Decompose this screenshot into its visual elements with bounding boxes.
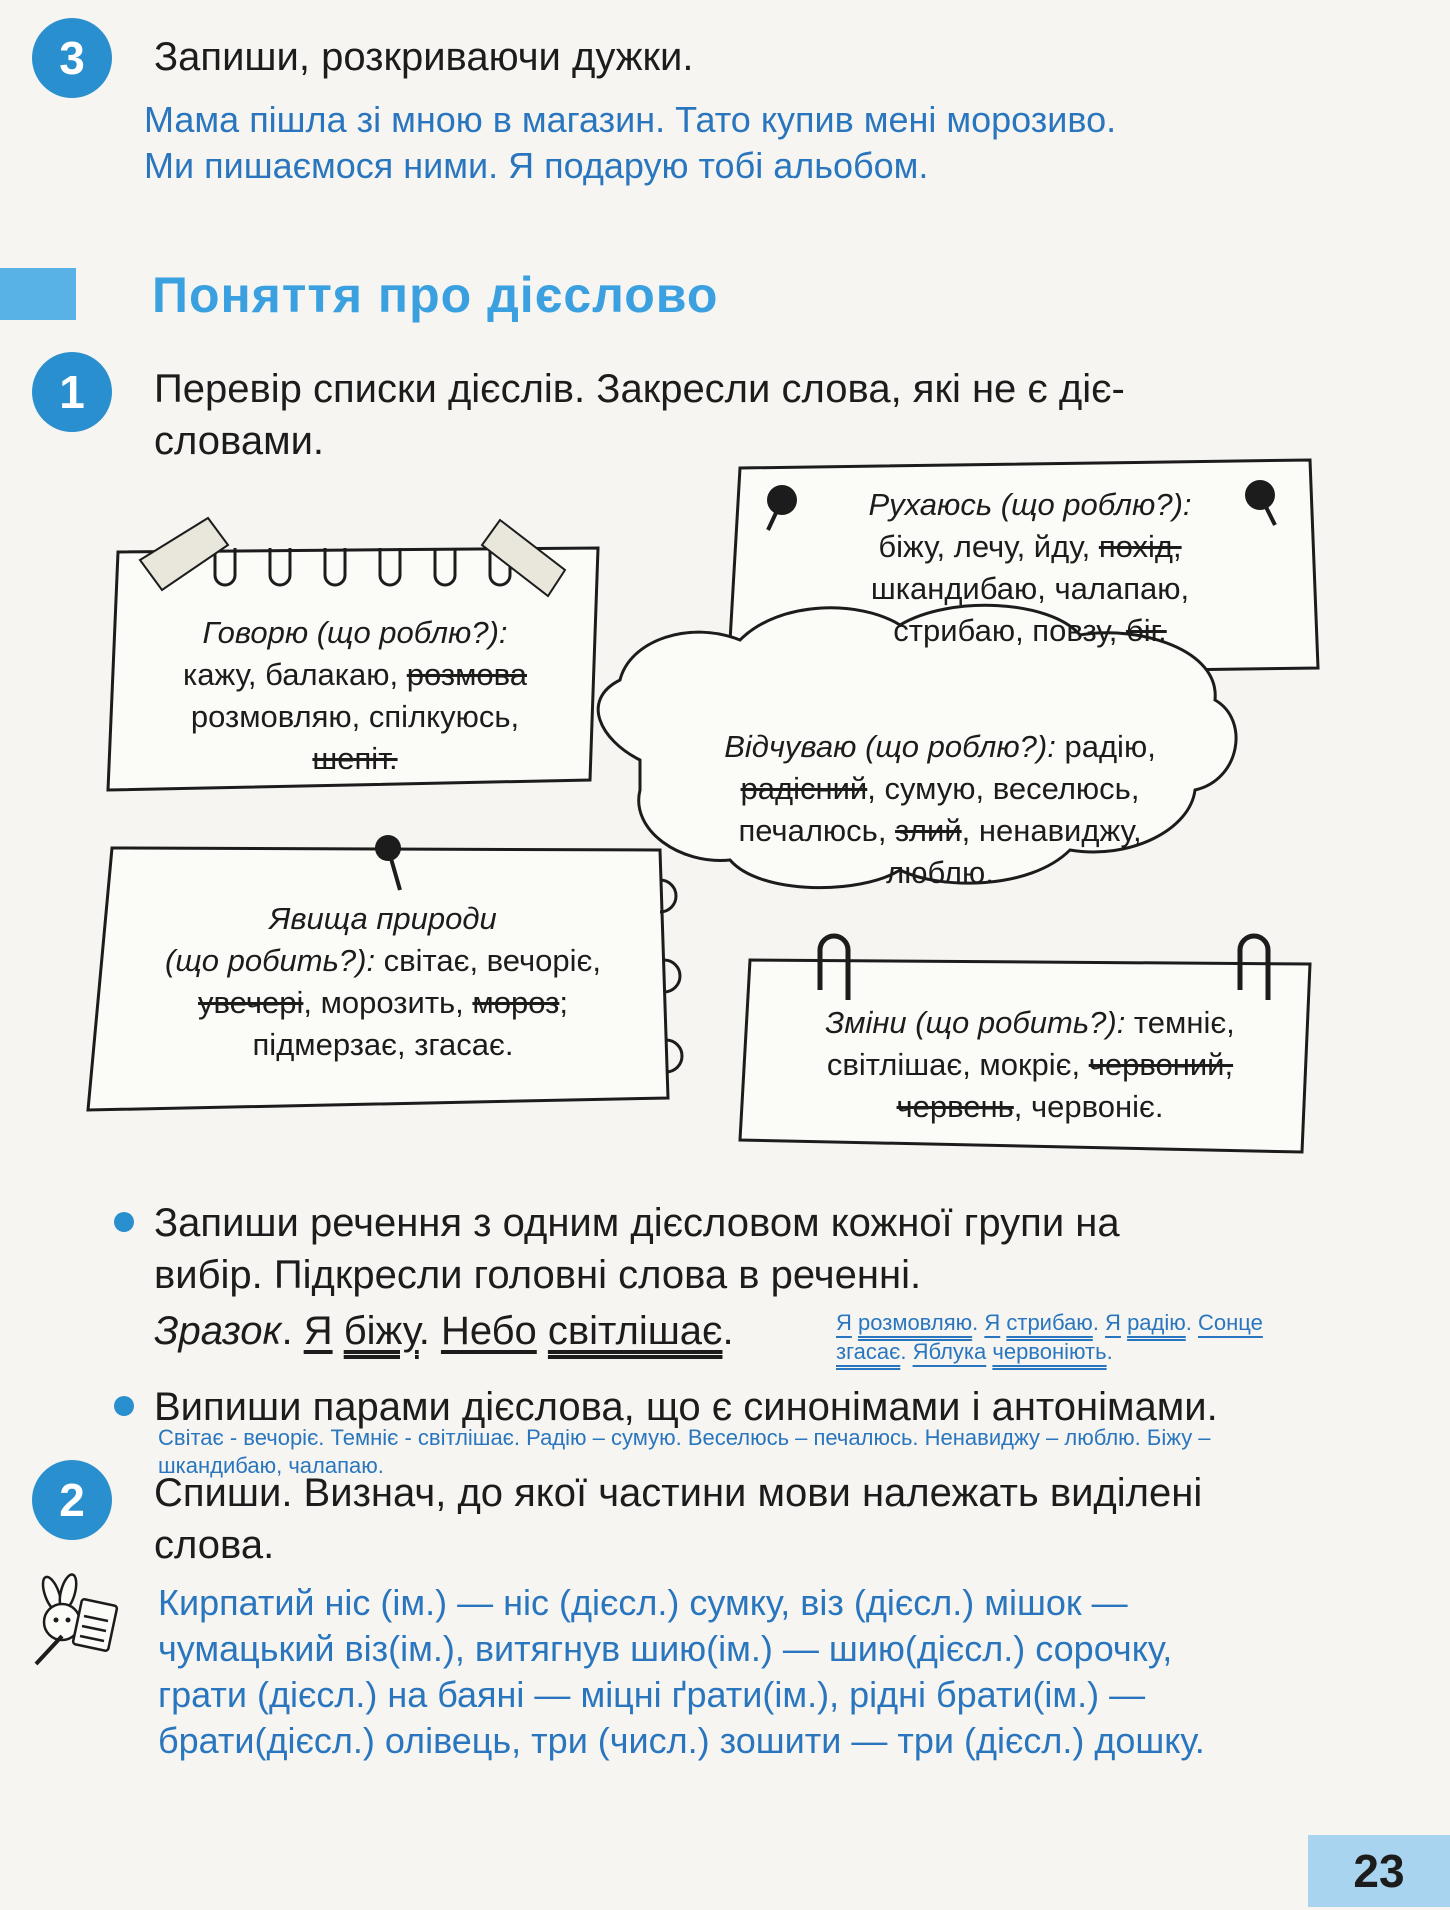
bullet-1-line-2: вибір. Підкресли головні слова в реченні.	[154, 1253, 922, 1297]
feel-card-crossed-word-1: радісний	[740, 771, 868, 806]
sample-dot: .	[722, 1309, 734, 1353]
task-2-instruction-line-1: Спиши. Визнач, до якої частини мови належать виділені	[154, 1471, 1203, 1515]
feel-card-line-2c: , ненавиджу,	[961, 813, 1142, 848]
move-card-crossed-word-1: похід,	[1098, 529, 1182, 564]
bullet-2-instruction: Випиши парами дієслова, що є синонімами і антонімами.	[154, 1385, 1218, 1429]
bullet-1	[114, 1212, 134, 1232]
task-2-answer-line-1: Кирпатий ніс (ім.) — ніс (дієсл.) сумку, віз (дієсл.) мішок —	[158, 1582, 1128, 1623]
move-card	[790, 484, 1270, 652]
bullet-2-answer-line-2: шкандибаю, чалапаю.	[158, 1453, 384, 1478]
answer-predicate: стрибаю	[1006, 1310, 1093, 1335]
answer-subject: Яблука	[912, 1339, 987, 1364]
feel-card-line-3: люблю.	[886, 855, 994, 890]
nature-card-line-2d: ;	[559, 985, 568, 1020]
sample-subject-2: Небо	[440, 1309, 537, 1353]
answer-dot: .	[1106, 1339, 1113, 1364]
feel-card	[660, 726, 1220, 894]
move-card-line-3: стрибаю, повзу,	[893, 613, 1126, 648]
answer-dot: .	[1092, 1310, 1106, 1335]
sample-subject-1: Я	[303, 1309, 333, 1353]
move-card-line-1: біжу, лечу, йду,	[878, 529, 1099, 564]
move-card-line-2: шкандибаю, чалапаю,	[870, 571, 1190, 606]
change-card-line-2: , червоніє.	[1013, 1089, 1164, 1124]
feel-card-title: Відчуваю (що роблю?):	[724, 729, 1056, 764]
change-card-title: Зміни (що робить?):	[825, 1005, 1126, 1040]
sample-label: Зразок	[154, 1309, 282, 1353]
change-card	[760, 1002, 1300, 1128]
answer-subject: Я	[1105, 1310, 1121, 1335]
speak-card-title: Говорю (що роблю?):	[202, 615, 508, 650]
answer-predicate: розмовляю	[858, 1310, 973, 1335]
sample-predicate-1: біжу	[343, 1309, 419, 1353]
answer-predicate: радію	[1127, 1310, 1186, 1335]
section-title: Поняття про дієслово	[152, 267, 719, 323]
feel-card-line-1: , сумую, веселюсь,	[867, 771, 1140, 806]
change-card-crossed-word-1: червоний,	[1088, 1047, 1234, 1082]
task-3-number: 3	[32, 18, 112, 98]
task-1-instruction-line-2: словами.	[154, 419, 325, 463]
feel-card-title-tail: радію,	[1055, 729, 1156, 764]
nature-card-line-1: світає, вечоріє,	[375, 943, 601, 978]
task-2-answer-line-3: грати (дієсл.) на баяні — міцні ґрати(ім.), рідні брати(ім.) —	[158, 1674, 1146, 1715]
task-1-number: 1	[32, 352, 112, 432]
feel-card-crossed-word-2: злий	[895, 813, 962, 848]
nature-card-crossed-word-2: мороз	[472, 985, 560, 1020]
task-3-instruction: Запиши, розкриваючи дужки.	[154, 35, 694, 79]
move-card-crossed-word-2: біг.	[1125, 613, 1167, 648]
task-2-instruction-line-2: слова.	[154, 1523, 275, 1567]
nature-card-crossed-word-1: увечері	[198, 985, 304, 1020]
page-number: 23	[1308, 1835, 1450, 1907]
rabbit-writing-icon	[22, 1572, 126, 1672]
answer-sentences-line-1	[836, 1309, 1263, 1337]
answer-sentences-line-2	[836, 1338, 1113, 1366]
speak-card-line-1: кажу, балакаю,	[182, 657, 407, 692]
task-1-instruction-line-1: Перевір списки дієслів. Закресли слова, які не є діє-	[154, 367, 1125, 411]
speak-card	[120, 612, 590, 780]
speak-card-crossed-word-2: шепіт.	[312, 741, 398, 776]
answer-dot: .	[1185, 1310, 1198, 1335]
sample-dot: .	[281, 1309, 304, 1353]
task-3-answer-line-2: Ми пишаємося ними. Я подарую тобі альобом.	[144, 145, 929, 186]
answer-dot: .	[972, 1310, 985, 1335]
bullet-1-line-1: Запиши речення з одним дієсловом кожної групи на	[154, 1201, 1120, 1245]
nature-card-line-3: підмерзає, згасає.	[252, 1027, 514, 1062]
task-2-answer-line-4: брати(дієсл.) олівець, три (числ.) зошити — три (дієсл.) дошку.	[158, 1720, 1205, 1761]
answer-predicate: червоніють	[992, 1339, 1107, 1364]
nature-card-title: Явища природи	[269, 901, 497, 936]
task-2-answer-line-2: чумацький віз(ім.), витягнув шию(ім.) — шию(дієсл.) сорочку,	[158, 1628, 1173, 1669]
answer-subject: Сонце	[1198, 1310, 1263, 1335]
answer-dot: .	[900, 1339, 913, 1364]
change-card-title-tail: темніє,	[1125, 1005, 1235, 1040]
bullet-2-answer-line-1: Світає - вечоріє. Темніє - світлішає. Радію – сумую. Веселюсь – печалюсь. Ненавиджу – люблю. Біжу –	[158, 1425, 1211, 1450]
task-3-answer-line-1: Мама пішла зі мною в магазин. Тато купив мені морозиво.	[144, 99, 1117, 140]
speak-card-crossed-word-1: розмова	[406, 657, 528, 692]
change-card-crossed-word-2: червень	[896, 1089, 1014, 1124]
answer-subject: Я	[984, 1310, 1001, 1335]
move-card-title: Рухаюсь (що роблю?):	[868, 487, 1192, 522]
answer-subject: Я	[836, 1310, 852, 1335]
sample-predicate-2: світлішає	[547, 1309, 723, 1353]
feel-card-line-2a: печалюсь,	[738, 813, 896, 848]
change-card-line-1: світлішає, мокріє,	[826, 1047, 1089, 1082]
answer-predicate: згасає	[836, 1339, 901, 1364]
nature-card-line-2b: , морозить,	[303, 985, 473, 1020]
speak-card-line-2: розмовляю, спілкуюсь,	[190, 699, 520, 734]
nature-card-question: (що робить?):	[165, 943, 376, 978]
nature-card	[108, 898, 658, 1066]
sample-sentence	[154, 1304, 734, 1358]
task-2-number: 2	[32, 1460, 112, 1540]
sample-dot: .	[418, 1309, 441, 1353]
bullet-2	[114, 1396, 134, 1416]
